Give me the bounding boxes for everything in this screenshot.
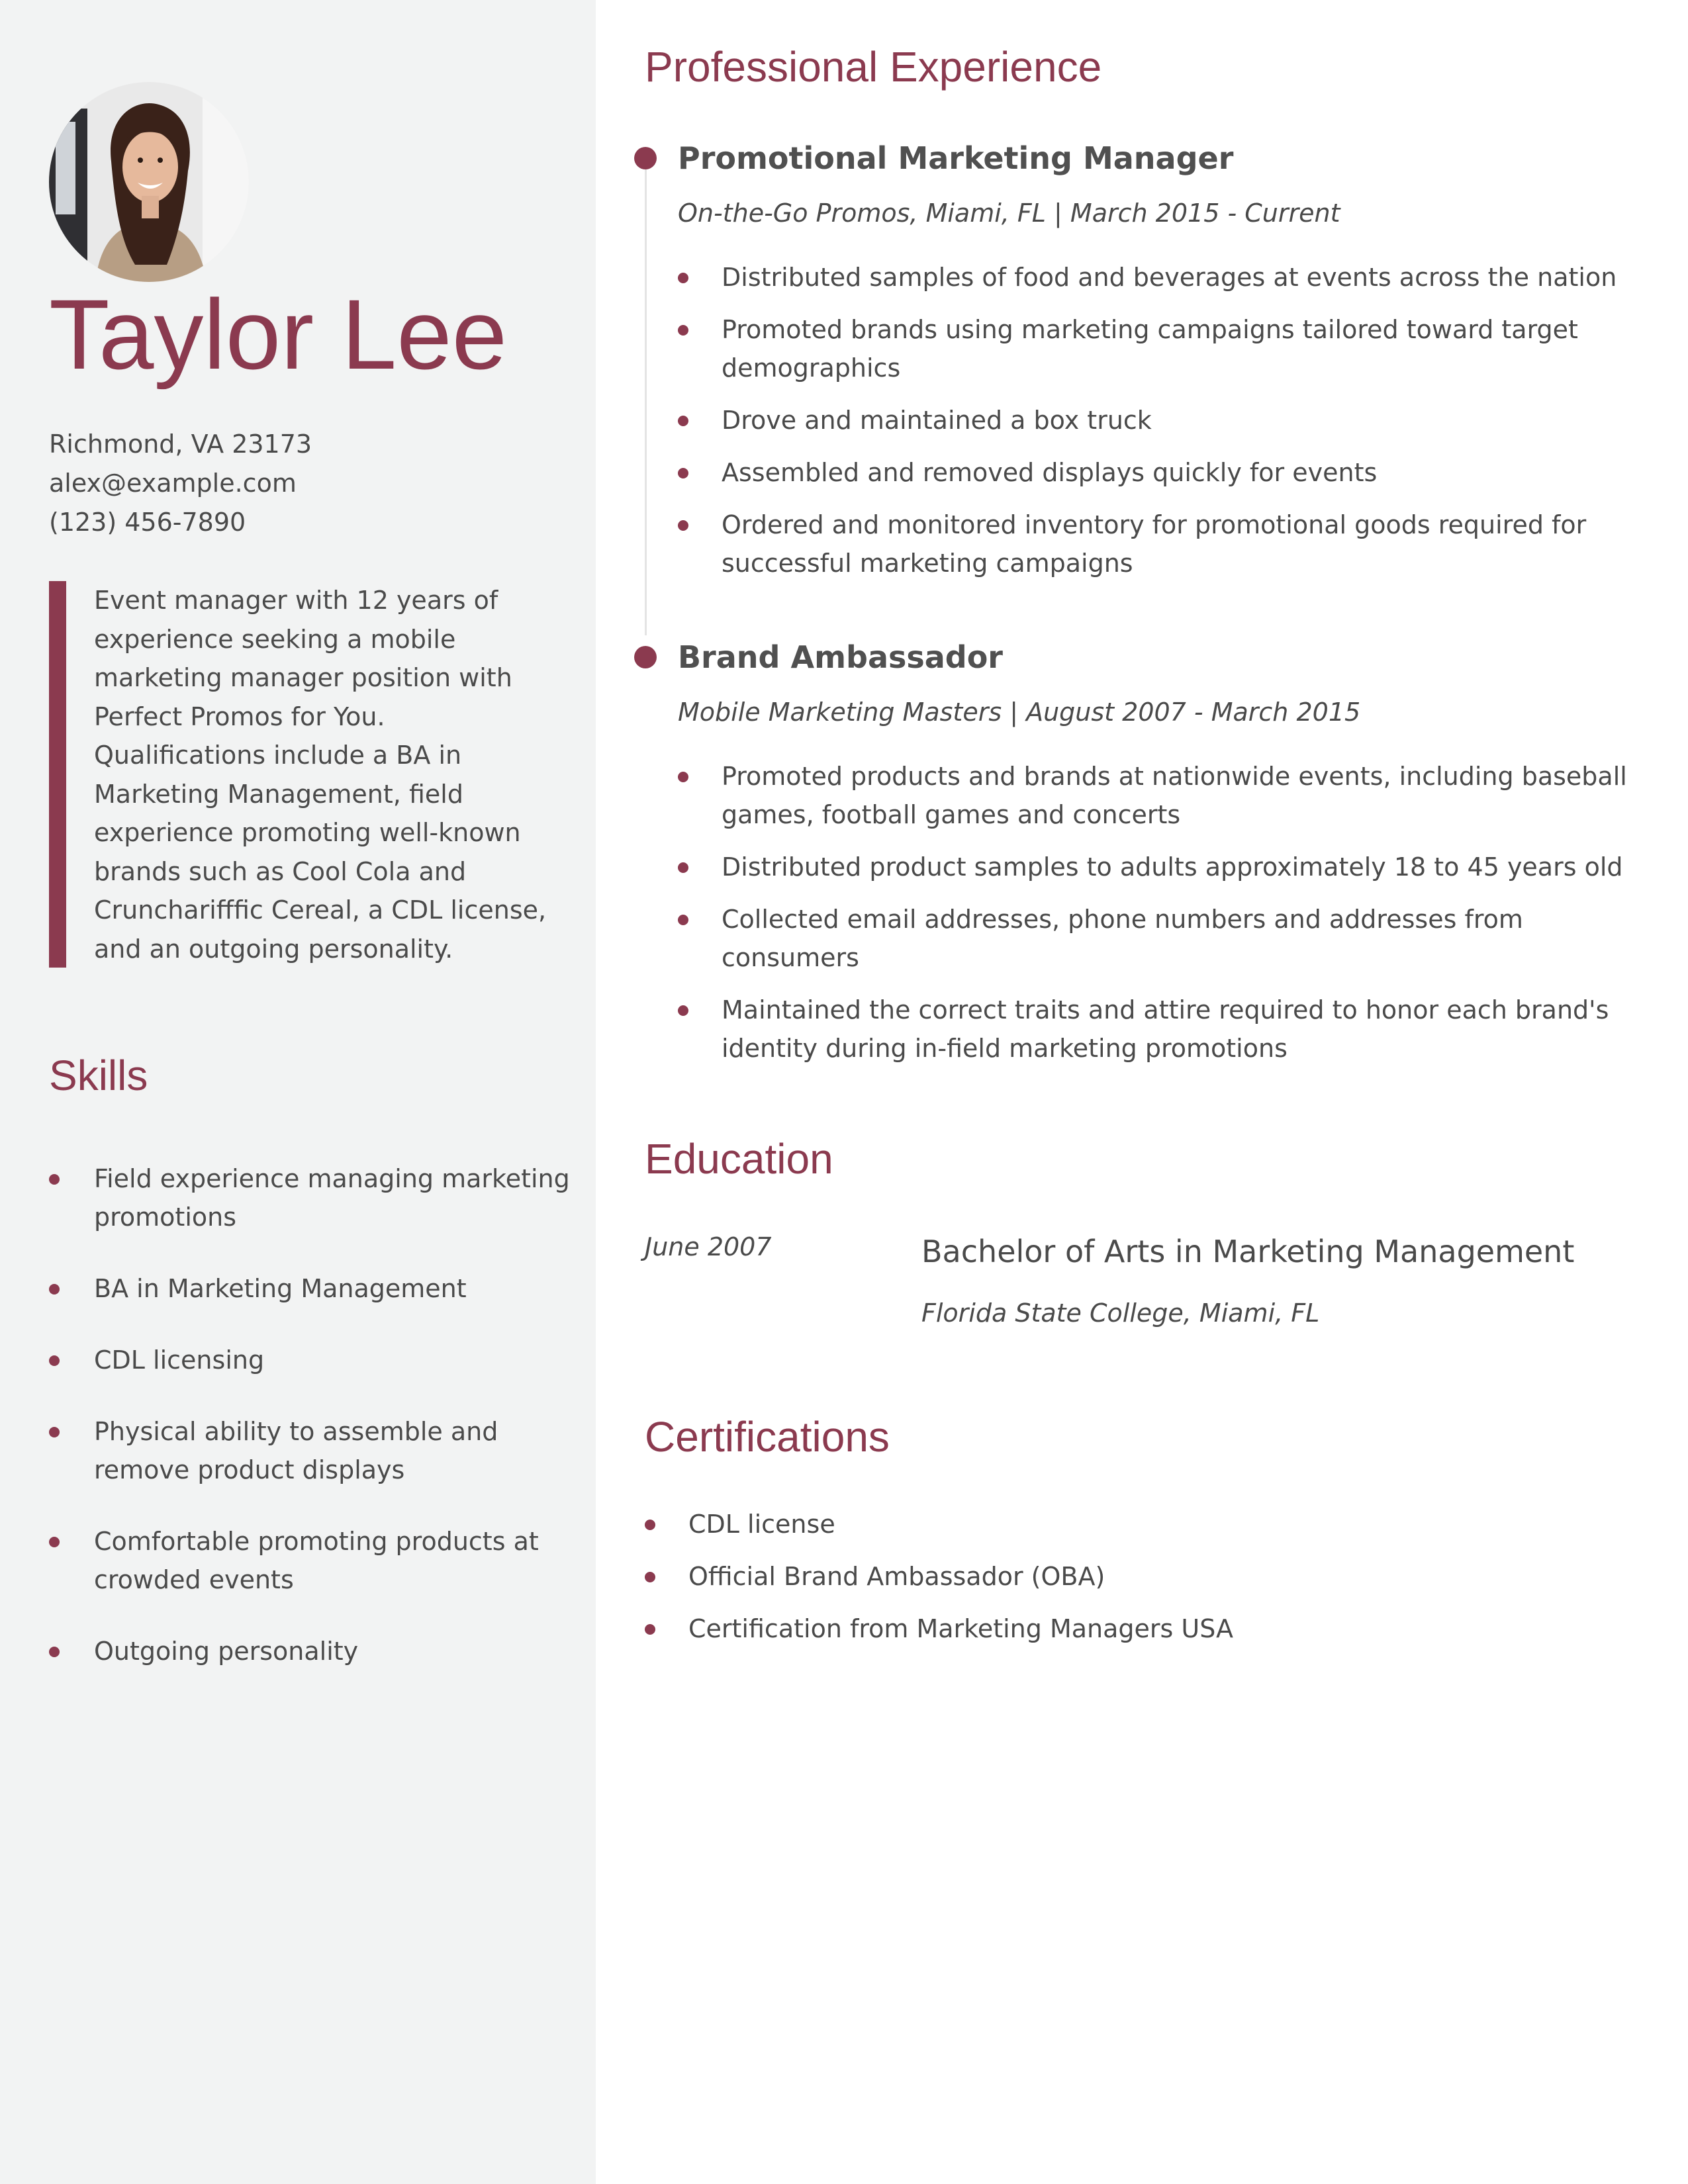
skill-item bbox=[49, 1341, 579, 1379]
job-entry bbox=[678, 635, 1651, 1081]
contact-email: alex@example.com bbox=[49, 469, 297, 498]
experience-heading: Professional Experience bbox=[645, 43, 1102, 91]
contact-location: Richmond, VA 23173 bbox=[49, 430, 312, 459]
skill-item bbox=[49, 1269, 579, 1308]
skill-text: Comfortable promoting products at crowded events bbox=[94, 1527, 539, 1594]
certification-text: Certification from Marketing Managers USA bbox=[688, 1614, 1234, 1643]
certifications-list bbox=[645, 1505, 1638, 1662]
timeline-dot-icon bbox=[634, 646, 657, 668]
bullet-icon bbox=[49, 1174, 60, 1185]
bullet-icon bbox=[678, 468, 688, 478]
job-meta: Mobile Marketing Masters | August 2007 - March 2015 bbox=[678, 698, 1361, 727]
bullet-icon bbox=[678, 915, 688, 925]
job-bullet-text: Maintained the correct traits and attire required to honor each brand's identity during in-field marketing promotions bbox=[722, 995, 1609, 1063]
job-bullets bbox=[678, 757, 1651, 1068]
candidate-name: Taylor Lee bbox=[49, 279, 508, 390]
bullet-icon bbox=[49, 1284, 60, 1295]
job-bullet bbox=[678, 258, 1651, 296]
bullet-icon bbox=[645, 1572, 655, 1582]
certification-item bbox=[645, 1610, 1638, 1648]
timeline-dot-icon bbox=[634, 147, 657, 169]
job-bullet-text: Distributed product samples to adults approximately 18 to 45 years old bbox=[722, 852, 1623, 882]
job-bullet-text: Collected email addresses, phone numbers and addresses from consumers bbox=[722, 905, 1523, 972]
job-bullet bbox=[678, 506, 1651, 582]
job-title: Brand Ambassador bbox=[678, 639, 1003, 675]
certifications-heading: Certifications bbox=[645, 1413, 890, 1461]
bullet-icon bbox=[678, 520, 688, 531]
job-entry bbox=[678, 136, 1651, 596]
education-date: June 2007 bbox=[645, 1232, 772, 1261]
bullet-icon bbox=[678, 416, 688, 426]
skills-heading: Skills bbox=[49, 1052, 148, 1099]
bullet-icon bbox=[645, 1520, 655, 1530]
contact-info bbox=[49, 425, 312, 542]
bullet-icon bbox=[678, 862, 688, 873]
job-bullet bbox=[678, 900, 1651, 977]
job-bullet bbox=[678, 310, 1651, 387]
sidebar bbox=[0, 0, 596, 2184]
job-bullet bbox=[678, 757, 1651, 834]
job-bullet-text: Ordered and monitored inventory for promotional goods required for successful marketing campaigns bbox=[722, 510, 1587, 578]
skill-text: Physical ability to assemble and remove product displays bbox=[94, 1417, 498, 1484]
bullet-icon bbox=[49, 1647, 60, 1657]
profile-photo bbox=[49, 82, 249, 282]
skill-item bbox=[49, 1160, 579, 1236]
job-bullets bbox=[678, 258, 1651, 582]
skill-text: Field experience managing marketing promotions bbox=[94, 1164, 570, 1232]
job-bullet-text: Drove and maintained a box truck bbox=[722, 406, 1152, 435]
education-degree: Bachelor of Arts in Marketing Management bbox=[921, 1234, 1575, 1269]
bullet-icon bbox=[678, 1005, 688, 1016]
skill-item bbox=[49, 1632, 579, 1670]
skills-list bbox=[49, 1160, 579, 1704]
job-title: Promotional Marketing Manager bbox=[678, 140, 1234, 176]
skill-item bbox=[49, 1412, 579, 1489]
bullet-icon bbox=[49, 1537, 60, 1547]
bullet-icon bbox=[678, 325, 688, 336]
bullet-icon bbox=[645, 1624, 655, 1635]
timeline-line bbox=[645, 159, 647, 635]
bullet-icon bbox=[678, 273, 688, 283]
job-bullet-text: Distributed samples of food and beverages at events across the nation bbox=[722, 263, 1617, 292]
summary-block bbox=[49, 581, 552, 968]
job-bullet-text: Assembled and removed displays quickly for events bbox=[722, 458, 1378, 487]
education-heading: Education bbox=[645, 1135, 833, 1183]
certification-item bbox=[645, 1505, 1638, 1543]
certification-text: Official Brand Ambassador (OBA) bbox=[688, 1562, 1105, 1591]
education-school: Florida State College, Miami, FL bbox=[921, 1298, 1320, 1328]
job-bullet-text: Promoted products and brands at nationwide events, including baseball games, football games and concerts bbox=[722, 762, 1627, 829]
skill-item bbox=[49, 1522, 579, 1599]
skill-text: Outgoing personality bbox=[94, 1637, 359, 1666]
job-bullet-text: Promoted brands using marketing campaigns tailored toward target demographics bbox=[722, 315, 1578, 383]
job-bullet bbox=[678, 991, 1651, 1068]
skill-text: CDL licensing bbox=[94, 1345, 265, 1375]
certification-item bbox=[645, 1557, 1638, 1596]
job-bullet bbox=[678, 401, 1651, 439]
bullet-icon bbox=[49, 1355, 60, 1366]
bullet-icon bbox=[678, 772, 688, 782]
summary-text: Event manager with 12 years of experience seeking a mobile marketing manager position with Perfect Promos for You. Qualifications include a BA in Marketing Management, field experience promoting well-known brands such as Cool Cola and Cruncharifffic Cereal, a CDL license, and an outgoing personality. bbox=[94, 586, 547, 964]
job-bullet bbox=[678, 453, 1651, 492]
job-bullet bbox=[678, 848, 1651, 886]
main-content bbox=[645, 0, 1651, 2184]
job-meta: On-the-Go Promos, Miami, FL | March 2015 - Current bbox=[678, 199, 1340, 228]
profile-photo-image bbox=[49, 82, 249, 282]
certification-text: CDL license bbox=[688, 1510, 835, 1539]
skill-text: BA in Marketing Management bbox=[94, 1274, 467, 1303]
contact-phone: (123) 456-7890 bbox=[49, 508, 246, 537]
bullet-icon bbox=[49, 1427, 60, 1437]
